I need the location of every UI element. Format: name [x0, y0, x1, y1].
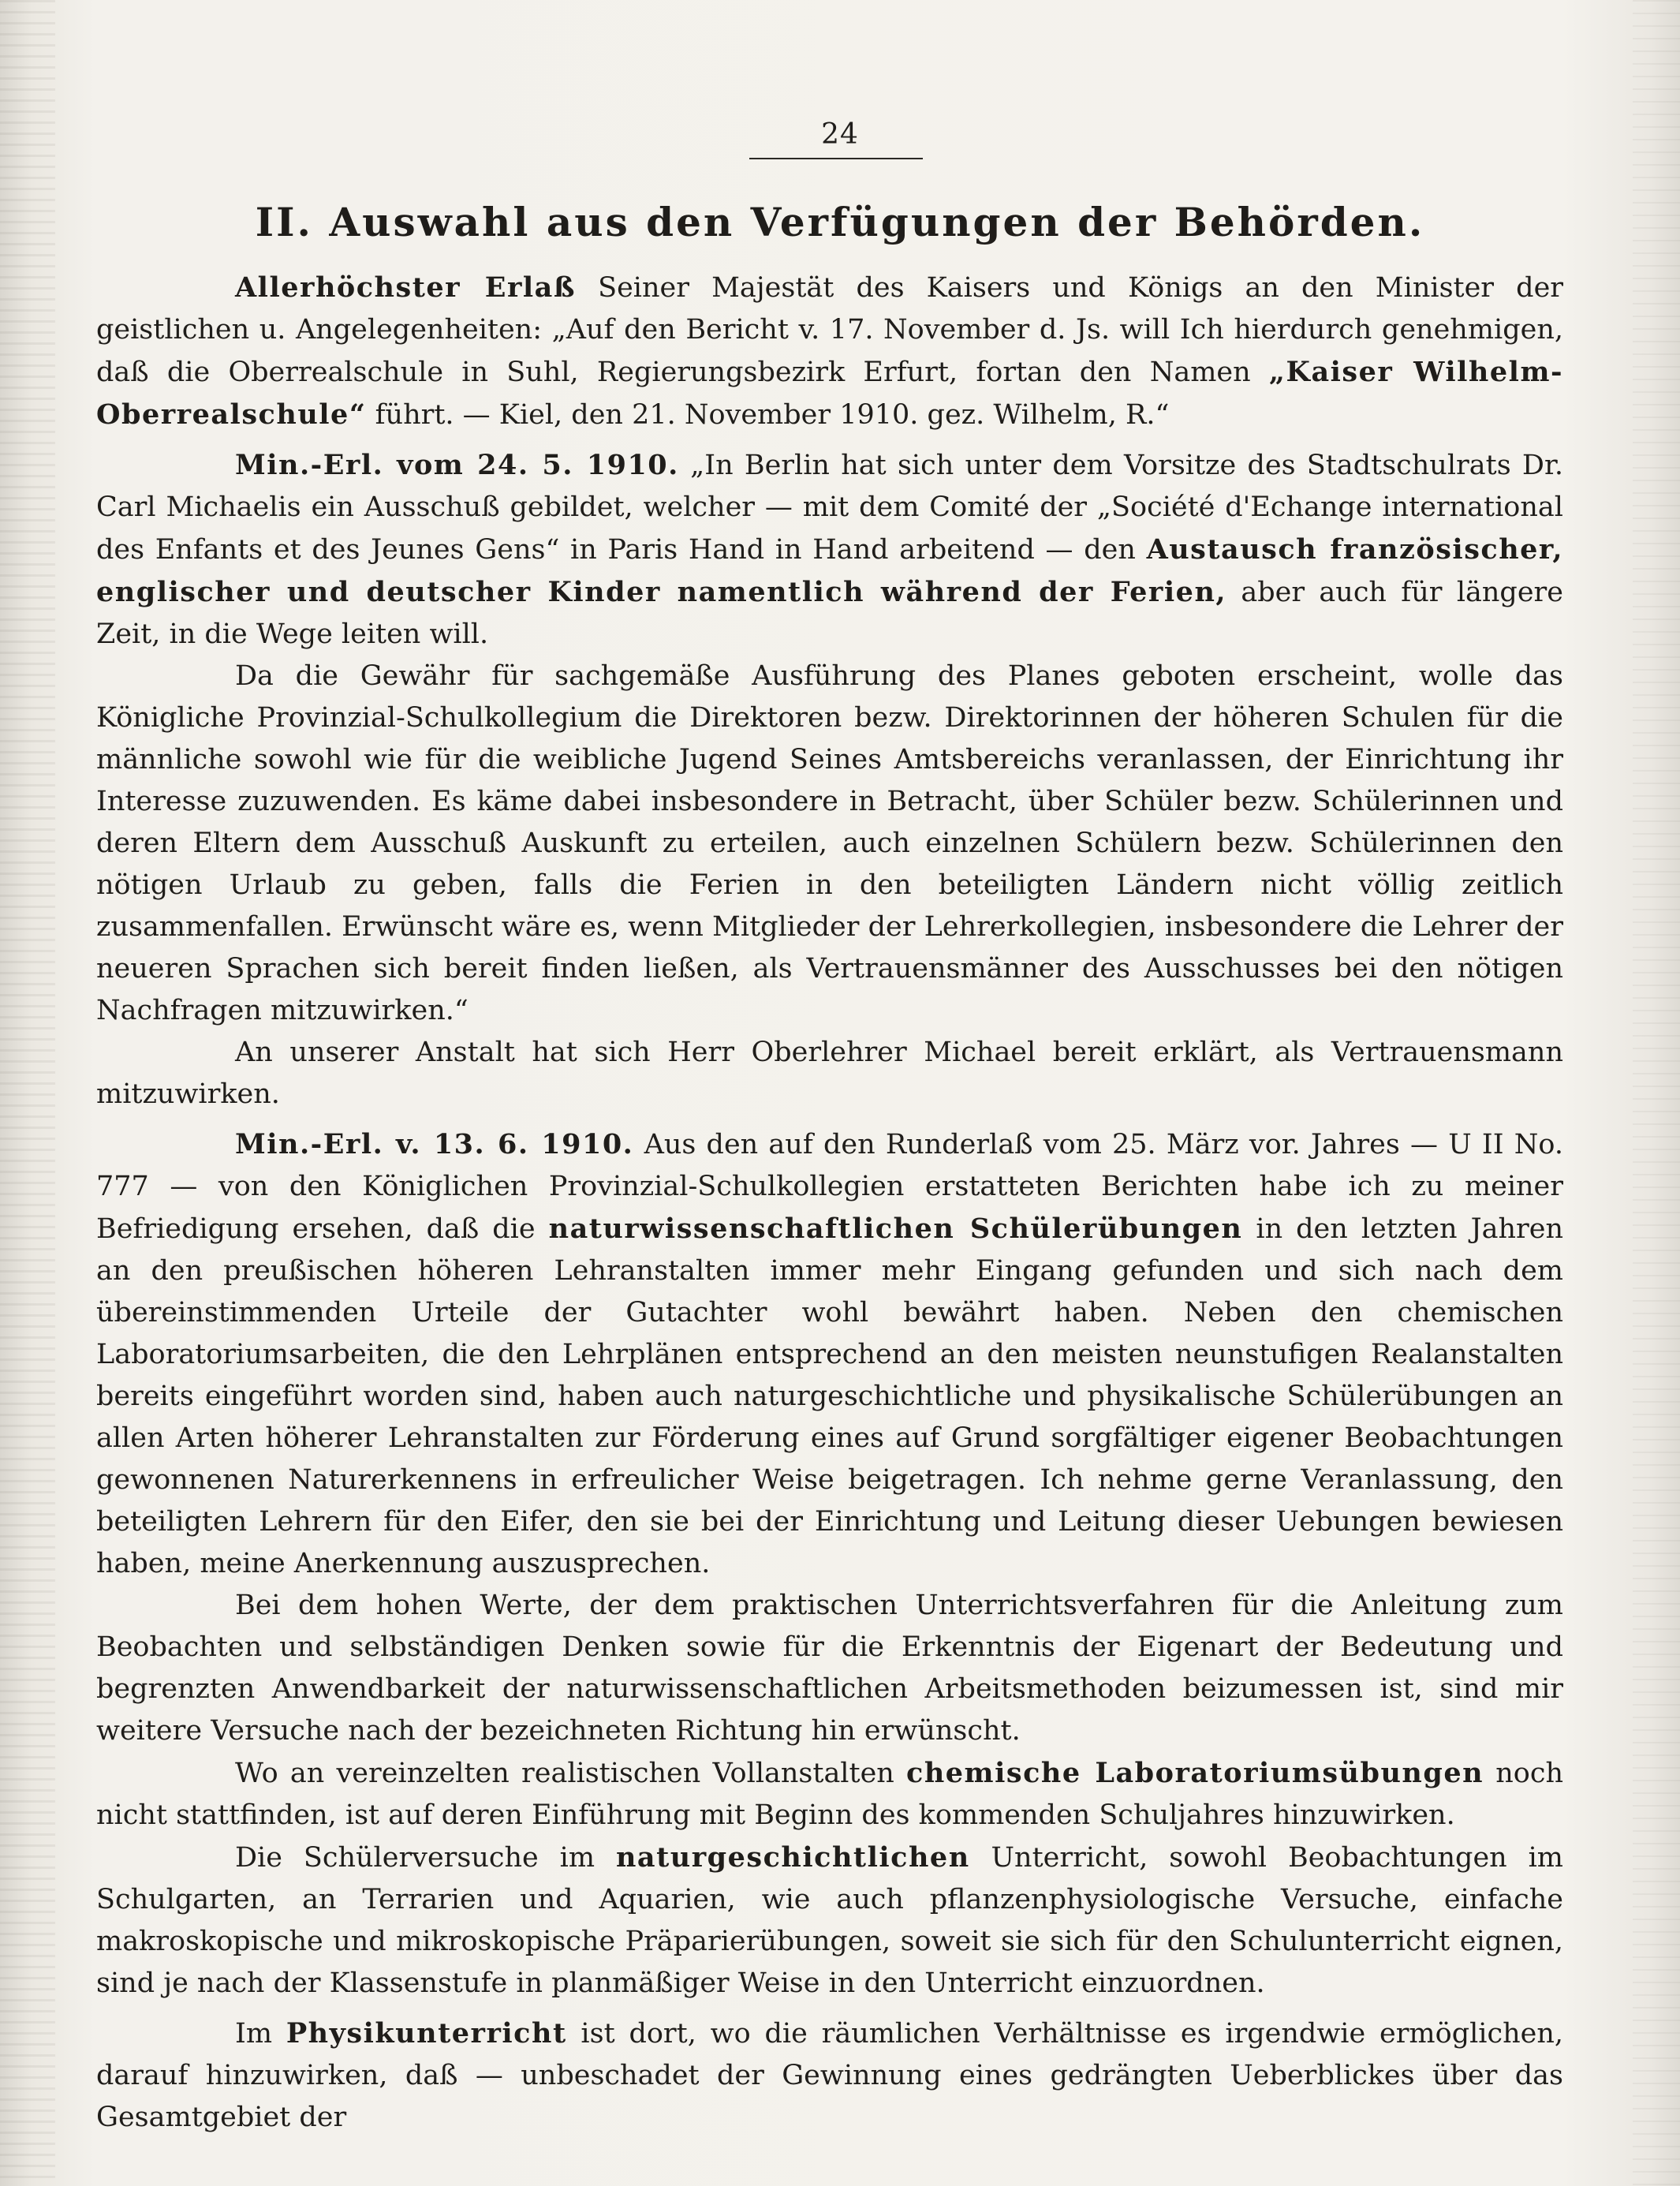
paragraph-hohen-werte: Bei dem hohen Werte, der dem praktischen Unterrichtsverfahren für die Anleitung zum Beobachten und selbständigen Denken sowie für die Erkenntnis der Eigenart der Bedeutung und begrenzten Anwendbarkeit der naturwissenschaftlichen Arbeitsmethoden beizumessen ist, sind mir weitere Versuche nach der bezeichneten Richtung hin erwünscht.	[96, 1590, 1563, 1747]
paragraph-text: Die Schülerversuche im	[235, 1842, 616, 1874]
paragraph-tail: ist dort, wo die räumlichen Verhältnisse es irgendwie ermöglichen, darauf hinzuwirken, daß — unbeschadet der Gewinnung eines gedrängten Ueberblickes über das Gesamtgebiet der	[96, 2018, 1564, 2133]
paragraph-emphasis: Austausch französischer, englischer und deutscher Kinder namentlich während der Ferien,	[96, 533, 1564, 608]
paragraph-emphasis: naturgeschichtlichen	[615, 1841, 970, 1874]
paragraph-tail: in den letzten Jahren an den preußischen höheren Lehranstalten immer mehr Eingang gefunden und sich nach dem übereinstimmenden Urteile der Gutachter wohl bewährt haben. Neben den chemischen Laboratoriumsarbeiten, die den Lehrplänen entsprechend an den meisten neunstufigen Realanstalten bereits eingeführt worden sind, haben auch naturgeschichtliche und physikalische Schülerübungen an allen Arten höherer Lehranstalten zur Förderung eines auf Grund sorgfältiger eigener Beobachtungen gewonnenen Naturerkennens in erfreulicher Weise beigetragen. Ich nehme gerne Veranlassung, den beteiligten Lehrern für den Eifer, den sie bei der Einrichtung und Leitung dieser Uebungen bewiesen haben, meine Anerkennung auszusprechen.	[96, 1213, 1564, 1579]
paragraph-tail: aber auch für längere Zeit, in die Wege leiten will.	[96, 577, 1563, 650]
paragraph-lead: Min.-Erl. vom 24. 5. 1910.	[235, 449, 679, 481]
paragraph-physikunterricht	[96, 2012, 1563, 2139]
paragraph-allerhoechster-erlass	[96, 267, 1563, 436]
paragraph-tail: noch nicht stattfinden, ist auf deren Einführung mit Beginn des kommenden Schuljahres hinzuwirken.	[96, 1758, 1564, 1831]
section-heading: II. Auswahl aus den Verfügungen der Behörden.	[255, 199, 1425, 245]
page-number-rule	[749, 158, 923, 159]
paragraph-lead: Min.-Erl. v. 13. 6. 1910.	[235, 1128, 634, 1160]
paragraph-min-erl-24-5-1910	[96, 444, 1563, 656]
paragraph-text: „In Berlin hat sich unter dem Vorsitze des Stadtschulrats Dr. Carl Michaelis ein Ausschuß gebildet, welcher — mit dem Comité der „Société d'Echange international des Enfants et des Jeunes Gens“ in Paris Hand in Hand arbeitend — den	[96, 450, 1563, 566]
school-name: „Kaiser Wilhelm-Oberrealschule“	[96, 356, 1564, 431]
paragraph-min-erl-13-6-1910	[96, 1123, 1563, 1585]
paragraph-tail: führt. — Kiel, den 21. November 1910. gez. Wilhelm, R.“	[366, 399, 1170, 431]
paragraph-lead: Allerhöchster Erlaß	[235, 271, 576, 304]
bleed-through-right-edge	[1633, 0, 1680, 2186]
paragraph-text: Aus den auf den Runderlaß vom 25. März vor. Jahres — U II No. 777 — von den Königlichen Provinzial-Schulkollegien erstatteten Berichten habe ich zu meiner Befriedigung ersehen, daß die	[96, 1129, 1563, 1245]
paragraph-tail: Unterricht, sowohl Beobachtungen im Schulgarten, an Terrarien und Aquarien, wie auch pflanzenphysiologische Versuche, einfache makroskopische und mikroskopische Präparierübungen, soweit sie sich für den Schulunterricht eignen, sind je nach der Klassenstufe in planmäßiger Weise in den Unterricht einzuordnen.	[96, 1842, 1563, 1999]
page-number: 24	[821, 118, 859, 151]
bleed-through-left-edge	[0, 0, 55, 2186]
paragraph-emphasis: chemische Laboratoriumsübungen	[906, 1757, 1484, 1789]
paragraph-text: Im	[235, 2018, 286, 2050]
paragraph-anstalt: An unserer Anstalt hat sich Herr Oberlehrer Michael bereit erklärt, als Vertrauensmann mitzuwirken.	[96, 1037, 1563, 1110]
document-body	[96, 267, 1563, 2139]
paragraph-gewaehr: Da die Gewähr für sachgemäße Ausführung des Planes geboten erscheint, wolle das Königliche Provinzial-Schulkollegium die Direktoren bezw. Direktorinnen der höheren Schulen für die männliche sowohl wie für die weibliche Jugend Seines Amtsbereichs veranlassen, der Einrichtung ihr Interesse zuzuwenden. Es käme dabei insbesondere in Betracht, über Schüler bezw. Schülerinnen und deren Eltern dem Ausschuß Auskunft zu erteilen, auch einzelnen Schülern bezw. Schülerinnen den nötigen Urlaub zu geben, falls die Ferien in den beteiligten Ländern nicht völlig zeitlich zusammenfallen. Erwünscht wäre es, wenn Mitglieder der Lehrerkollegien, insbesondere die Lehrer der neueren Sprachen sich bereit finden ließen, als Vertrauensmänner des Ausschusses bei den nötigen Nachfragen mitzuwirken.“	[96, 660, 1563, 1026]
paragraph-text: Seiner Majestät des Kaisers und Königs an den Minister der geistlichen u. Angelegenheiten: „Auf den Bericht v. 17. November d. Js. will Ich hierdurch genehmigen, daß die Oberrealschule in Suhl, Regierungsbezirk Erfurt, fortan den Namen	[96, 272, 1564, 388]
paragraph-emphasis: naturwissenschaftlichen Schülerübungen	[548, 1213, 1243, 1245]
paragraph-vollanstalten	[96, 1752, 1563, 1837]
paragraph-text: Wo an vereinzelten realistischen Vollanstalten	[235, 1758, 907, 1789]
paragraph-emphasis: Physikunterricht	[286, 2017, 567, 2050]
paragraph-schuelerversuche	[96, 1837, 1563, 2005]
